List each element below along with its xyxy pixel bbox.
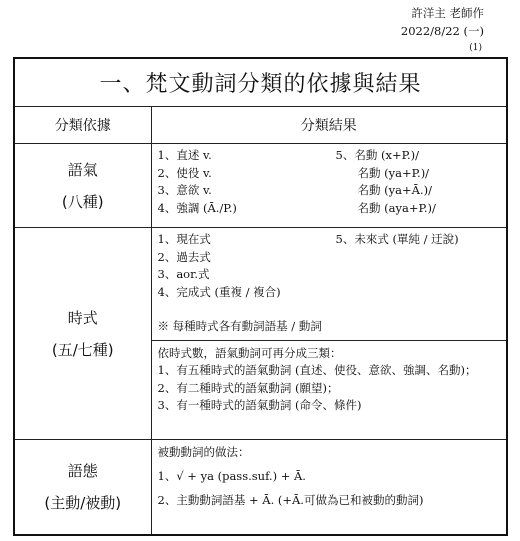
tense-sub-item: 1、有五種時式的語氣動詞 (直述、使役、意欲、強調、名動)；	[157, 363, 477, 377]
voice-results	[151, 440, 507, 536]
mood-item: 4、強調 (Ā./P.)	[157, 200, 237, 215]
voice-intro: 被動動詞的做法：	[157, 445, 250, 459]
tense-item: 4、完成式 (重複 / 複合)	[157, 284, 281, 299]
tense-label: 時式	[67, 308, 98, 327]
mood-label: 語氣	[67, 160, 98, 179]
mood-item: 3、意欲 v.	[157, 183, 212, 197]
mood-item: 2、使役 v.	[157, 165, 212, 180]
mood-item: 名動 (ya+Ā.)/	[357, 183, 432, 197]
tense-note: ※ 每種時式各有動詞語基 / 動詞	[157, 319, 322, 333]
col-header-basis: 分類依據	[14, 107, 151, 144]
tense-item: 1、現在式	[157, 232, 211, 246]
mood-item: 5、名動 (x+P.)/	[335, 148, 420, 162]
page-number: (1)	[469, 43, 482, 53]
date-line: 2022/8/22 (一)	[400, 24, 484, 38]
mood-item: 1、直述 v.	[157, 148, 212, 162]
row-label-voice	[14, 440, 151, 536]
tense-sub-intro: 依時式數，語氣動詞可再分成三類：	[157, 345, 342, 360]
mood-item: 名動 (ya+P.)/	[357, 165, 430, 180]
tense-subsection	[152, 340, 507, 415]
author-line: 許洋主 老師作	[411, 6, 484, 20]
tense-sub-item: 2、有二種時式的語氣動詞 (願望)；	[157, 380, 339, 395]
voice-label: 語態	[67, 462, 98, 480]
tense-item: 5、未來式 (單純 / 迂說)	[335, 232, 459, 246]
tense-item: 2、過去式	[157, 249, 211, 264]
mood-item: 名動 (aya+P.)/	[357, 200, 436, 215]
tense-sub-item: 3、有一種時式的語氣動詞 (命令、條件)	[157, 398, 362, 412]
mood-results	[151, 144, 507, 228]
table-title: 一、梵文動詞分類的依據與結果	[14, 58, 507, 107]
classification-table	[13, 57, 508, 536]
row-label-mood	[14, 144, 151, 228]
col-header-result: 分類結果	[151, 107, 507, 144]
tense-results	[151, 228, 507, 440]
mood-sublabel: (八種)	[61, 192, 104, 211]
voice-method-1: 1、√ + ya (pass.suf.) + Ā.	[157, 469, 306, 483]
voice-method-2: 2、主動動詞語基 + Ā. (+Ā.可做為已和被動的動詞)	[157, 493, 424, 507]
voice-sublabel: (主動/被動)	[44, 494, 122, 512]
tense-item: 3、aor.式	[157, 267, 210, 281]
row-label-tense	[14, 228, 151, 440]
tense-sublabel: (五/七種)	[51, 340, 114, 359]
